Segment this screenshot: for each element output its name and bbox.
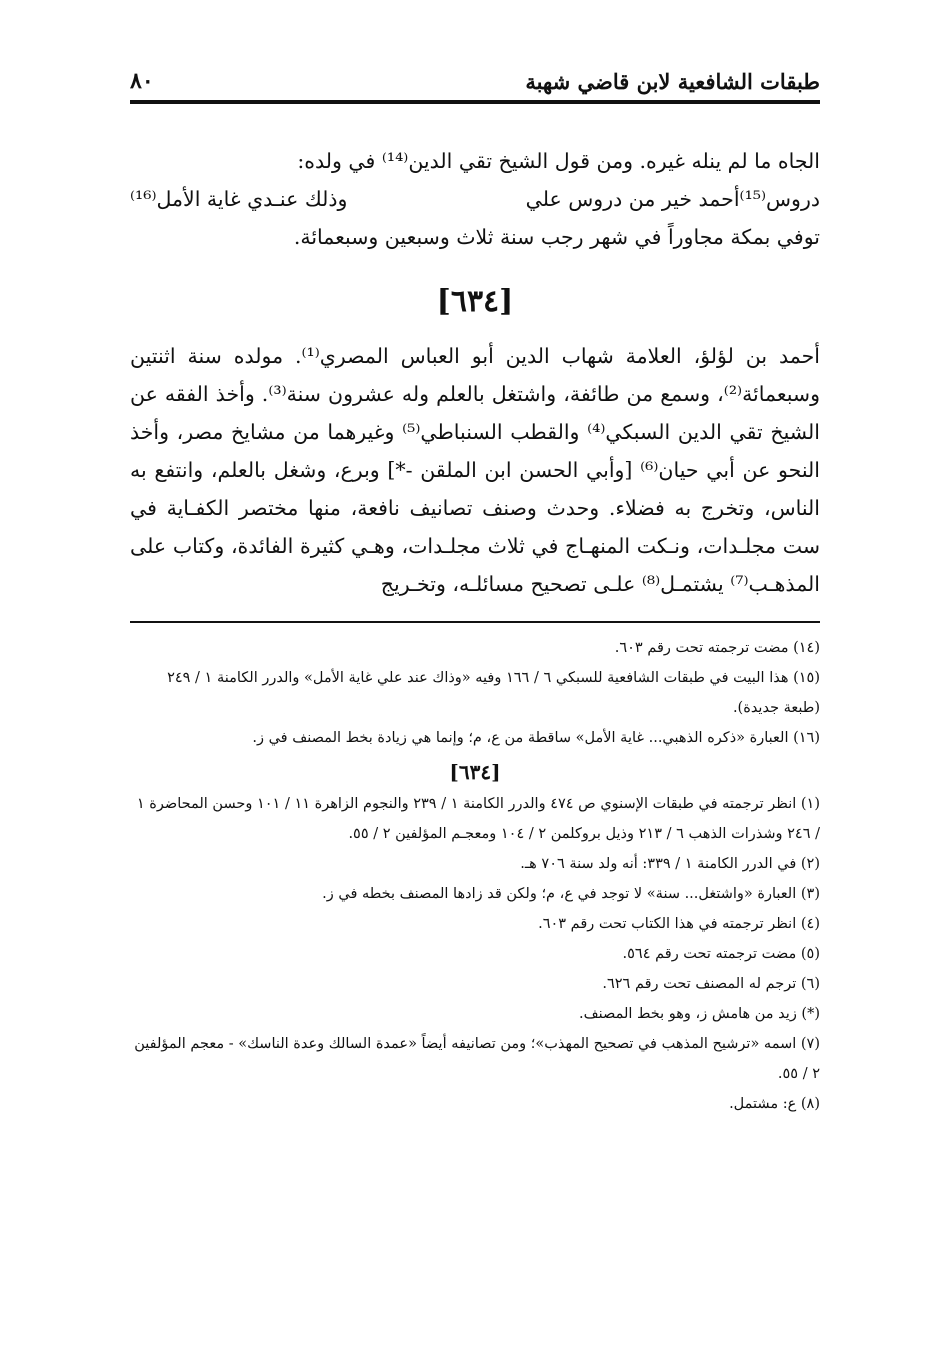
footnotes-entry-number: [٦٣٤]: [449, 760, 501, 784]
running-title: طبقات الشافعية لابن قاضي شهبة: [525, 69, 820, 94]
text-line: الجاه ما لم ينله غيره. ومن قول الشيخ تقي الدين⁽¹⁴⁾ في ولده:: [297, 149, 820, 173]
footnote: (١٤) مضت ترجمته تحت رقم ٦٠٣.: [614, 640, 820, 656]
footnote: (٦) ترجم له المصنف تحت رقم ٦٢٦.: [602, 976, 820, 992]
text-line: توفي بمكة مجاوراً في شهر رجب سنة ثلاث وسبعين وسبعمائة.: [293, 225, 820, 249]
footnotes: [130, 633, 820, 1119]
verse-second-hemistich: وذلك عنـدي غاية الأمل⁽¹⁶⁾: [130, 187, 348, 211]
footnote: (*) زيد من هامش ز، وهو بخط المصنف.: [579, 1006, 820, 1022]
book-page: [130, 50, 820, 1119]
footnote: (٤) انظر ترجمته في هذا الكتاب تحت رقم ٦٠٣.: [538, 916, 820, 932]
footnote: (٨) ع: مشتمل.: [729, 1096, 820, 1112]
page-header: [130, 50, 820, 94]
footnote: (٥) مضت ترجمته تحت رقم ٥٦٤.: [622, 946, 820, 962]
entry-body: [130, 337, 820, 603]
footnote: (٢) في الدرر الكامنة ١ / ٣٣٩: أنه ولد سنة ٧٠٦ هـ.: [520, 856, 820, 872]
poem-verse: [130, 180, 820, 218]
header-rule: [130, 100, 820, 104]
footnote: (٣) العبارة «واشتغل... سنة» لا توجد في ع، م؛ ولكن قد زادها المصنف بخطه في ز.: [322, 886, 820, 902]
verse-first-hemistich: دروس⁽¹⁵⁾أحمد خير من دروس علي: [525, 187, 820, 211]
page-number: ٨٠: [130, 68, 154, 94]
footnote-rule: [130, 621, 820, 623]
continuation-text: [130, 142, 820, 256]
footnote: (١) انظر ترجمته في طبقات الإسنوي ص ٤٧٤ والدرر الكامنة ١ / ٢٣٩ والنجوم الزاهرة ١١ / ١٠١ وحسن المحاضرة ١ / ٢٤٦ وشذرات الذهب ٦ / ٢١٣ وذيل بروكلمن ٢ / ١٠٤ ومعجـم المؤلفين ٢ / ٥٥.: [136, 796, 820, 842]
entry-number: [٦٣٤]: [436, 284, 514, 319]
footnote: (٧) اسمه «ترشيح المذهب في تصحيح المهذب»؛ ومن تصانيفه أيضاً «عمدة السالك وعدة الناسك» - معجم المؤلفين ٢ / ٥٥.: [134, 1036, 820, 1082]
footnote: (١٥) هذا البيت في طبقات الشافعية للسبكي ٦ / ١٦٦ وفيه «وذاك عند علي غاية الأمل» والدرر الكامنة ١ / ٢٤٩ (طبعة جديدة).: [167, 670, 820, 716]
entry-paragraph: أحمد بن لؤلؤ، العلامة شهاب الدين أبو العباس المصري⁽¹⁾. مولده سنة اثنتين وسبعمائة⁽²⁾، وسمع من طائفة، واشتغل بالعلم وله عشرون سنة⁽³⁾. وأخذ الفقه عن الشيخ تقي الدين السبكي⁽⁴⁾ والقطب السنباطي⁽⁵⁾ وغيرهما من مشايخ مصر، وأخذ النحو عن أبي حيان⁽⁶⁾ [وأبي الحسن ابن الملقن -*] وبرع، وشغل بالعلم، وانتفع به الناس، وتخرج به فضلاء. وحدث وصنف تصانيف نافعة، منها مختصر الكفـاية في ست مجلـدات، ونـكت المنهـاج في ثلاث مجلـدات، وهـي كثيرة الفائدة، وكتاب على المذهـب⁽⁷⁾ يشتمـل⁽⁸⁾ علـى تصحيح مسائلـه، وتخـريج: [130, 344, 821, 596]
footnote: (١٦) العبارة «ذكره الذهبي... غاية الأمل» ساقطة من ع، م؛ وإنما هي زيادة بخط المصنف في ز.: [252, 730, 820, 746]
